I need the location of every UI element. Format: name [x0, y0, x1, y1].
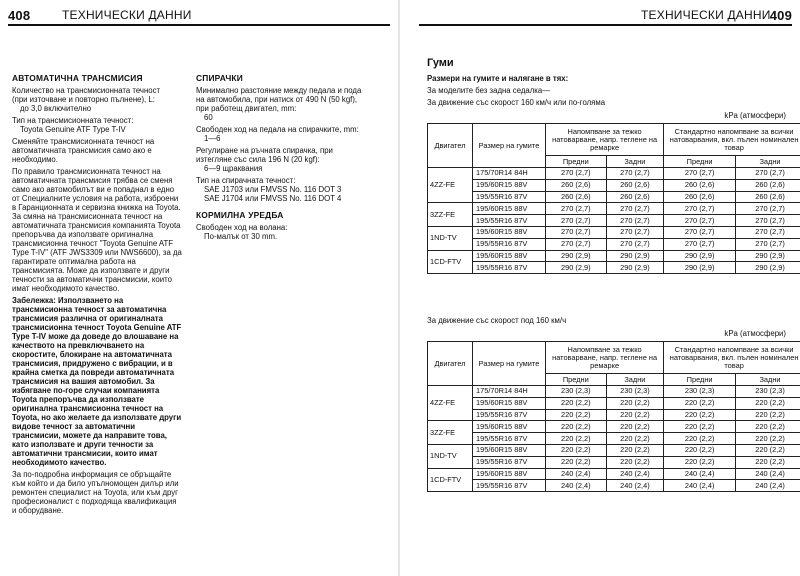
pressure-cell: 220 (2,2)	[546, 444, 607, 456]
pressure-cell: 230 (2,3)	[606, 386, 664, 398]
pressure-cell: 230 (2,3)	[736, 386, 800, 398]
tire-size-cell: 195/55R16 87V	[473, 191, 546, 203]
pressure-cell: 220 (2,2)	[606, 421, 664, 433]
change-fluid-text: Сменяйте трансмисионната течност на автоматичната трансмисия само ако е необходимо.	[12, 137, 155, 164]
pressure-cell: 260 (2,6)	[606, 179, 664, 191]
table2-unit: kPa (атмосфери)	[724, 329, 786, 338]
col-rear: Задни	[736, 156, 800, 168]
table-row	[428, 179, 800, 191]
col-standard-load: Стандартно напомпване за всички натоварвания, вкл. пълен номинален товар	[664, 124, 800, 156]
tire-table-low-speed	[427, 341, 800, 492]
pressure-cell: 260 (2,6)	[736, 179, 800, 191]
tire-size-cell: 195/60R15 88V	[473, 397, 546, 409]
col-tire-size: Размер на гумите	[473, 342, 546, 386]
pressure-cell: 230 (2,3)	[664, 386, 736, 398]
pressure-cell: 240 (2,4)	[664, 468, 736, 480]
pressure-cell: 270 (2,7)	[546, 215, 607, 227]
pressure-cell: 290 (2,9)	[664, 250, 736, 262]
pressure-cell: 270 (2,7)	[546, 168, 607, 180]
pressure-cell: 260 (2,6)	[664, 179, 736, 191]
fluid-rule-text: По правило трансмисионната течност на автоматичната трансмисия трябва се сменя само ако автомобилът ви е попаднал в едно от Специалните условия на работа, изброени в Гаранционната и сервизна книжка на Toyota. За смяна на трансмисионната течност на автоматичната трансмисия компанията Toyota препоръчва да използвате оригинална трансмисионна течност "Toyota Genuine ATF Type T-IV" (ATF JWS3309 или NWS6600), за да гарантирате оптимална работа на трансмисията. Може да използвате и други течности за автоматични трансмисии, които имат необходимото качество.	[12, 167, 182, 293]
pressure-cell: 220 (2,2)	[606, 444, 664, 456]
table-row	[428, 421, 800, 433]
pressure-cell: 240 (2,4)	[606, 468, 664, 480]
pressure-cell: 220 (2,2)	[664, 444, 736, 456]
table-row	[428, 468, 800, 480]
pressure-cell: 270 (2,7)	[606, 226, 664, 238]
brakes-heading: СПИРАЧКИ	[196, 73, 243, 83]
pressure-cell: 220 (2,2)	[664, 456, 736, 468]
tire-size-cell: 195/60R15 88V	[473, 421, 546, 433]
pressure-cell: 220 (2,2)	[546, 397, 607, 409]
table2-caption: За движение със скорост под 160 км/ч	[427, 316, 567, 325]
pressure-cell: 220 (2,2)	[664, 421, 736, 433]
table-row	[428, 397, 800, 409]
pedal-distance-text: Минимално разстояние между педала и пода на автомобила, при натиск от 490 N (50 kgf), при работещ двигател, mm: 60	[196, 86, 362, 122]
pressure-cell: 270 (2,7)	[736, 226, 800, 238]
right-page-number: 409	[769, 8, 792, 23]
transmission-section	[12, 74, 182, 518]
col-rear: Задни	[606, 156, 664, 168]
tire-size-cell: 195/55R16 87V	[473, 480, 546, 492]
table-row	[428, 238, 800, 250]
pressure-cell: 260 (2,6)	[664, 191, 736, 203]
pressure-cell: 270 (2,7)	[664, 238, 736, 250]
col-front: Предни	[664, 374, 736, 386]
engine-cell: 3ZZ-FE	[428, 421, 473, 445]
tire-size-cell: 175/70R14 84H	[473, 168, 546, 180]
left-header-rule	[8, 24, 390, 26]
table-row	[428, 215, 800, 227]
table1-unit: kPa (атмосфери)	[724, 111, 786, 120]
left-page-number: 408	[8, 8, 31, 23]
tires-title: Гуми	[427, 57, 454, 69]
left-header-title: ТЕХНИЧЕСКИ ДАННИ	[62, 8, 192, 22]
pressure-cell: 290 (2,9)	[546, 250, 607, 262]
brakes-section	[196, 74, 368, 244]
pressure-cell: 290 (2,9)	[736, 262, 800, 274]
pressure-cell: 220 (2,2)	[736, 397, 800, 409]
engine-cell: 1CD-FTV	[428, 250, 473, 274]
table-row	[428, 480, 800, 492]
fluid-type-text: Тип на трансмисионната течност: Toyota Genuine ATF Type T-IV	[12, 116, 134, 134]
col-engine: Двигател	[428, 342, 473, 386]
right-header-title: ТЕХНИЧЕСКИ ДАННИ	[641, 8, 771, 22]
pressure-cell: 270 (2,7)	[546, 226, 607, 238]
col-rear: Задни	[606, 374, 664, 386]
pressure-cell: 220 (2,2)	[546, 409, 607, 421]
engine-cell: 1ND-TV	[428, 226, 473, 250]
pressure-cell: 260 (2,6)	[546, 191, 607, 203]
right-page	[405, 0, 800, 576]
pressure-cell: 270 (2,7)	[546, 238, 607, 250]
pressure-cell: 220 (2,2)	[546, 456, 607, 468]
pressure-cell: 270 (2,7)	[606, 203, 664, 215]
table1-caption: За движение със скорост 160 км/ч или по-голяма	[427, 98, 606, 107]
pressure-cell: 220 (2,2)	[664, 409, 736, 421]
pressure-cell: 220 (2,2)	[736, 421, 800, 433]
pressure-cell: 270 (2,7)	[736, 203, 800, 215]
parking-brake-text: Регулиране на ръчната спирачка, при изтегляне със сила 196 N (20 kgf): 6—9 щраквания	[196, 146, 333, 173]
pressure-cell: 240 (2,4)	[546, 480, 607, 492]
pressure-cell: 260 (2,6)	[546, 179, 607, 191]
col-tire-size: Размер на гумите	[473, 124, 546, 168]
pressure-cell: 220 (2,2)	[606, 433, 664, 445]
engine-cell: 1ND-TV	[428, 444, 473, 468]
col-heavy-load: Напомпване за тежко натоварване, напр. теглене на ремарке	[546, 124, 664, 156]
table-row	[428, 262, 800, 274]
col-engine: Двигател	[428, 124, 473, 168]
tire-size-cell: 195/60R15 88V	[473, 250, 546, 262]
tire-size-cell: 195/60R15 88V	[473, 226, 546, 238]
table-row	[428, 386, 800, 398]
pressure-cell: 270 (2,7)	[736, 238, 800, 250]
table-row	[428, 168, 800, 180]
pressure-cell: 270 (2,7)	[606, 168, 664, 180]
pressure-cell: 220 (2,2)	[606, 456, 664, 468]
page-gutter	[398, 0, 400, 576]
pressure-cell: 290 (2,9)	[546, 262, 607, 274]
pressure-cell: 270 (2,7)	[546, 203, 607, 215]
tire-size-cell: 195/55R16 87V	[473, 409, 546, 421]
transmission-heading: АВТОМАТИЧНА ТРАНСМИСИЯ	[12, 73, 143, 83]
pressure-cell: 220 (2,2)	[664, 397, 736, 409]
models-line: За моделите без задна седалка—	[427, 86, 551, 95]
pressure-cell: 290 (2,9)	[606, 262, 664, 274]
pressure-cell: 220 (2,2)	[736, 444, 800, 456]
col-front: Предни	[664, 156, 736, 168]
pressure-cell: 290 (2,9)	[664, 262, 736, 274]
pressure-cell: 240 (2,4)	[736, 480, 800, 492]
col-front: Предни	[546, 374, 607, 386]
table-row	[428, 409, 800, 421]
pressure-cell: 290 (2,9)	[736, 250, 800, 262]
col-standard-load: Стандартно напомпване за всички натоварвания, вкл. пълен номинален товар	[664, 342, 800, 374]
right-header-rule	[419, 24, 792, 26]
table-row	[428, 226, 800, 238]
steering-heading: КОРМИЛНА УРЕДБА	[196, 210, 284, 220]
pressure-cell: 270 (2,7)	[664, 215, 736, 227]
table-row	[428, 191, 800, 203]
pressure-cell: 260 (2,6)	[606, 191, 664, 203]
pressure-cell: 270 (2,7)	[736, 215, 800, 227]
engine-cell: 3ZZ-FE	[428, 203, 473, 227]
tire-size-cell: 195/60R15 88V	[473, 468, 546, 480]
pressure-cell: 270 (2,7)	[736, 168, 800, 180]
pressure-cell: 220 (2,2)	[546, 421, 607, 433]
engine-cell: 1CD-FTV	[428, 468, 473, 492]
tires-subtitle: Размери на гумите и налягане в тях:	[427, 74, 569, 83]
tire-size-cell: 195/60R15 88V	[473, 444, 546, 456]
tire-size-cell: 195/55R16 87V	[473, 215, 546, 227]
pressure-cell: 240 (2,4)	[546, 468, 607, 480]
pressure-cell: 270 (2,7)	[606, 238, 664, 250]
pressure-cell: 270 (2,7)	[606, 215, 664, 227]
pressure-cell: 270 (2,7)	[664, 168, 736, 180]
pressure-cell: 220 (2,2)	[736, 433, 800, 445]
table-row	[428, 456, 800, 468]
pressure-cell: 220 (2,2)	[606, 397, 664, 409]
brake-fluid-text: Тип на спирачната течност: SAE J1703 или FMVSS No. 116 DOT 3 SAE J1704 или FMVSS No. 116 DOT 4	[196, 176, 342, 203]
pressure-cell: 220 (2,2)	[546, 433, 607, 445]
pressure-cell: 240 (2,4)	[736, 468, 800, 480]
tire-size-cell: 195/55R16 87V	[473, 456, 546, 468]
tire-size-cell: 195/55R16 87V	[473, 262, 546, 274]
pressure-cell: 270 (2,7)	[664, 226, 736, 238]
table-row	[428, 444, 800, 456]
pressure-cell: 240 (2,4)	[664, 480, 736, 492]
tire-table-high-speed	[427, 123, 800, 274]
pressure-cell: 220 (2,2)	[736, 456, 800, 468]
pressure-cell: 220 (2,2)	[606, 409, 664, 421]
pressure-cell: 220 (2,2)	[664, 433, 736, 445]
table-row	[428, 203, 800, 215]
col-front: Предни	[546, 156, 607, 168]
pressure-cell: 270 (2,7)	[664, 203, 736, 215]
pressure-cell: 290 (2,9)	[606, 250, 664, 262]
pressure-cell: 240 (2,4)	[606, 480, 664, 492]
pressure-cell: 220 (2,2)	[736, 409, 800, 421]
tire-size-cell: 195/60R15 88V	[473, 203, 546, 215]
col-heavy-load: Напомпване за тежко натоварване, напр. теглене на ремарке	[546, 342, 664, 374]
table-row	[428, 433, 800, 445]
pressure-cell: 260 (2,6)	[736, 191, 800, 203]
pressure-cell: 230 (2,3)	[546, 386, 607, 398]
transmission-note: Забележка: Използването на трансмисионна течност за автоматична трансмисия различна от оригиналната трансмисионна течност Toyota Genuine ATF Type T-IV може да доведе до влошаване на качеството на превключването на скоростите, блокиране на автоматичната трансмисия, придружено с вибрации, и в крайна сметка да повреди автоматичната трансмисия на вашия автомобил. За избягване по-горе случаи компанията Toyota препоръчва да използвате оригинална трансмисионна течност на Toyota, но ако желаете да използвате други видове течност за автоматични трансмисии, можете да направите това, като използвате и други течности за автоматични трансмисии, които имат необходимото качество.	[12, 296, 182, 467]
steering-play-text: Свободен ход на волана: По-малък от 30 mm.	[196, 223, 288, 241]
tire-size-cell: 195/55R16 87V	[473, 238, 546, 250]
table-row	[428, 250, 800, 262]
tire-size-cell: 175/70R14 84H	[473, 386, 546, 398]
tire-size-cell: 195/55R16 87V	[473, 433, 546, 445]
col-rear: Задни	[736, 374, 800, 386]
engine-cell: 4ZZ-FE	[428, 386, 473, 421]
pedal-play-text: Свободен ход на педала на спирачките, mm: 1—6	[196, 125, 359, 143]
more-info-text: За по-подробна информация се обръщайте към който и да било упълномощен дилър или ремонтен специалист на Toyota, или към друг професионалист с подходяща квалификация и оборудване.	[12, 470, 179, 515]
engine-cell: 4ZZ-FE	[428, 168, 473, 203]
tire-size-cell: 195/60R15 88V	[473, 179, 546, 191]
fluid-capacity-text: Количество на трансмисионната течност (при източване и повторно пълнене), L: до 3,0 включително	[12, 86, 161, 113]
